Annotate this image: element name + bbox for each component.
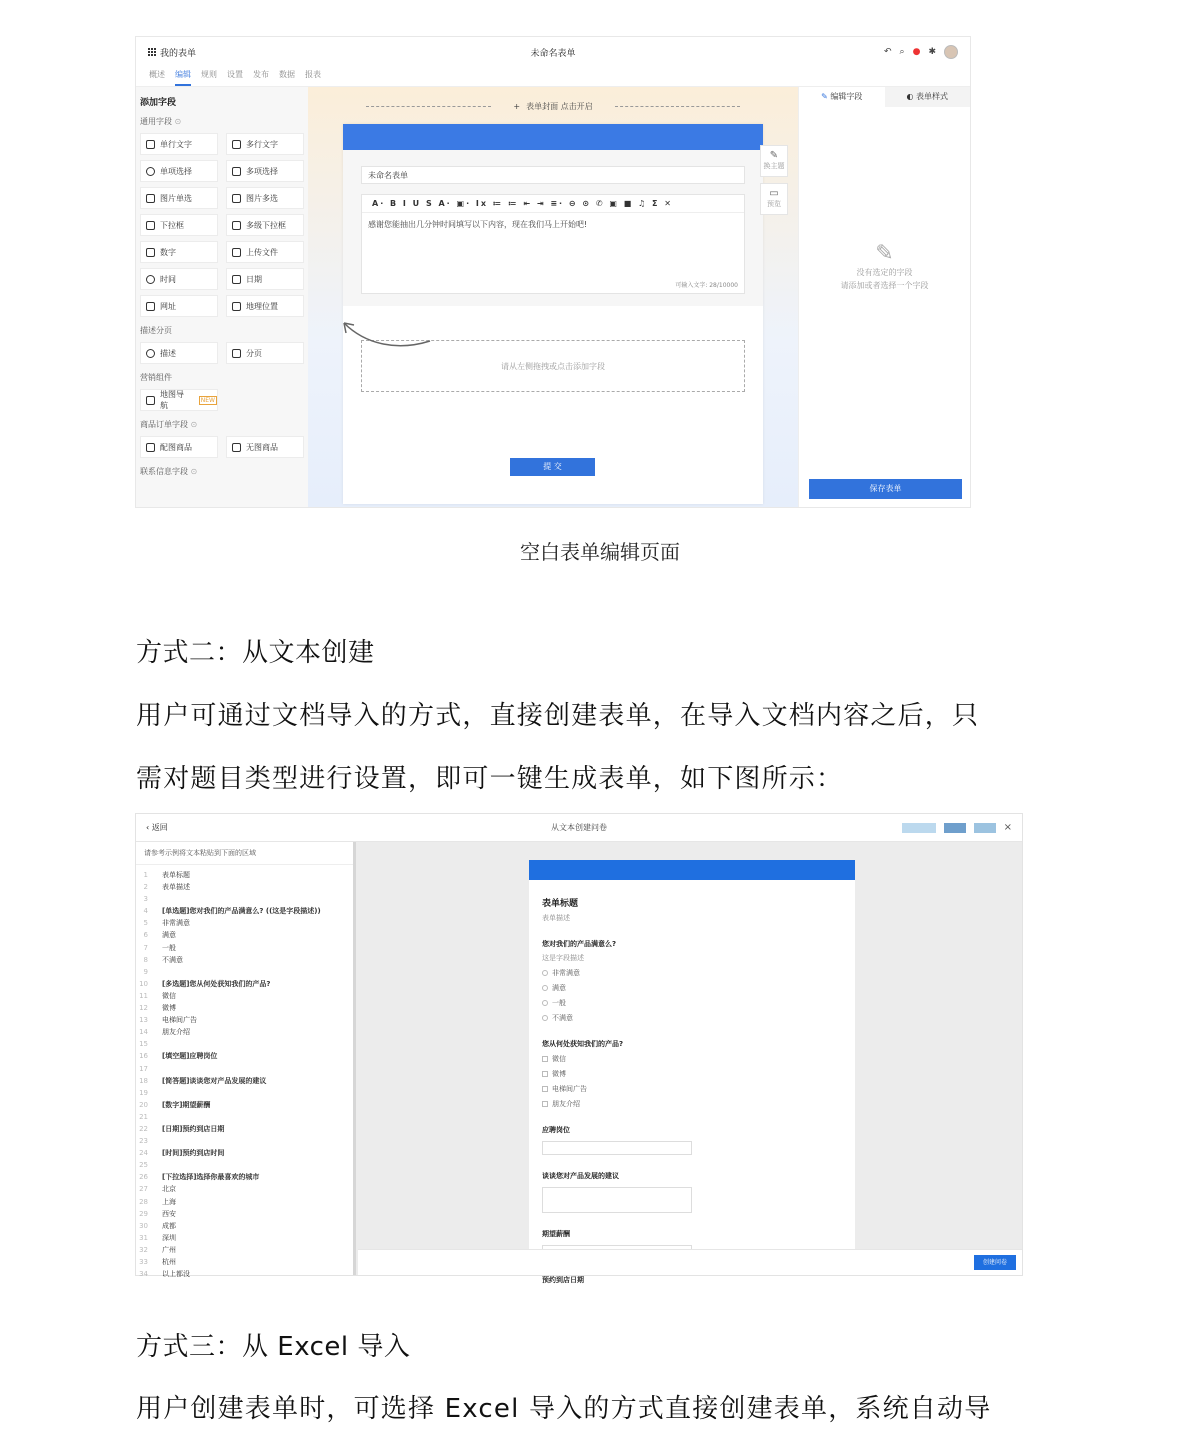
line-text: 微信 (162, 991, 176, 1000)
field-palette (136, 87, 308, 507)
field-product-with-image[interactable]: 配图商品 (140, 436, 218, 458)
field-single-choice[interactable]: 单项选择 (140, 160, 218, 182)
text-line[interactable] (136, 869, 353, 881)
radio-icon (542, 970, 548, 976)
preview-icon: ▭ (769, 188, 779, 199)
line-text: 表单标题 (162, 871, 190, 879)
line-number: 27 (139, 1185, 148, 1194)
change-theme-button[interactable]: ✎ 换主题 (760, 145, 788, 177)
preview-button[interactable]: ▭ 预览 (760, 183, 788, 215)
tab-data[interactable]: 数据 (279, 70, 295, 79)
line-text: 满意 (162, 931, 176, 940)
grid-menu-icon (148, 48, 156, 56)
section-common-fields: 通用字段 ⊙ (140, 117, 182, 126)
line-number: 31 (139, 1233, 148, 1242)
field-url[interactable]: 网址 (140, 295, 218, 317)
line-text (152, 1087, 162, 1099)
app-name: 我的表单 (160, 48, 197, 59)
field-multi-choice[interactable]: 多项选择 (226, 160, 304, 182)
tab-edit[interactable]: 编辑 (175, 67, 191, 86)
field-date[interactable]: 日期 (226, 268, 304, 290)
text-line[interactable] (136, 1135, 353, 1147)
line-text (152, 1063, 162, 1075)
checkbox-icon (542, 1086, 548, 1092)
line-text: [日期]预约到店日期 (162, 1124, 225, 1133)
checkbox-option[interactable]: 微信 (542, 1054, 842, 1064)
dialog-title: 从文本创建问卷 (551, 823, 607, 832)
text-line[interactable] (136, 1123, 353, 1135)
line-text: [单选题]您对我们的产品满意么? ((这是字段描述)) (162, 907, 321, 916)
info-icon (146, 349, 155, 358)
line-text: 西安 (162, 1209, 176, 1218)
description-editor[interactable] (361, 194, 745, 294)
radio-icon (542, 1000, 548, 1006)
number-icon (146, 248, 155, 257)
form-canvas (308, 87, 798, 507)
text-line[interactable] (136, 1002, 353, 1014)
dialog-footer (358, 1249, 1022, 1275)
line-number: 30 (139, 1221, 148, 1230)
section-desc-paging: 描述分页 (140, 326, 172, 335)
text-line[interactable] (136, 1244, 353, 1256)
checkbox-option[interactable]: 微博 (542, 1069, 842, 1079)
line-text: [时间]预约到店时间 (162, 1149, 225, 1158)
radio-option[interactable]: 一般 (542, 998, 842, 1008)
preview-q3: 应聘岗位 (542, 1126, 570, 1134)
line-text: 杭州 (162, 1258, 176, 1266)
field-description[interactable]: 描述 (140, 342, 218, 364)
section-marketing: 营销组件 (140, 373, 172, 382)
create-from-text-screenshot (135, 813, 1023, 1284)
line-number: 26 (139, 1173, 148, 1182)
text-line[interactable] (136, 1208, 353, 1220)
line-text: [简答题]谈谈您对产品发展的建议 (162, 1076, 267, 1085)
line-number: 21 (139, 1112, 148, 1121)
text-line[interactable] (136, 990, 353, 1002)
line-number: 28 (139, 1197, 148, 1206)
editor-topbar (136, 37, 970, 67)
line-number: 32 (139, 1245, 148, 1254)
preview-title: 表单标题 (542, 899, 579, 909)
text-line[interactable] (136, 1159, 353, 1171)
radio-option[interactable]: 满意 (542, 983, 842, 993)
checkbox-icon (232, 167, 241, 176)
radio-icon (146, 167, 155, 176)
line-text (152, 1135, 162, 1147)
text-line[interactable] (136, 1268, 353, 1280)
text-line[interactable] (136, 1183, 353, 1195)
text-line[interactable] (136, 1038, 353, 1050)
line-number: 5 (143, 919, 148, 928)
paragraph-2-line-2: 需对题目类型进行设置，即可一键生成表单，如下图所示： (136, 764, 844, 794)
text-line[interactable] (136, 917, 353, 929)
field-map-navigation[interactable]: 地图导航 NEW (140, 389, 218, 411)
line-number: 34 (139, 1270, 148, 1279)
preview-q5: 期望薪酬 (542, 1230, 570, 1238)
field-image-single[interactable]: 图片单选 (140, 187, 218, 209)
field-image-multi[interactable]: 图片多选 (226, 187, 304, 209)
line-number: 22 (139, 1124, 148, 1133)
section-contact-info: 联系信息字段 ⊙ (140, 467, 198, 476)
line-number: 14 (139, 1028, 148, 1037)
line-number: 4 (143, 907, 148, 916)
text-line[interactable] (136, 1220, 353, 1232)
line-number: 7 (143, 943, 148, 952)
field-location[interactable]: 地理位置 (226, 295, 304, 317)
swatch-3[interactable] (974, 823, 996, 833)
line-number: 1 (143, 871, 148, 879)
cart-icon (232, 443, 241, 452)
text-line[interactable] (136, 1171, 353, 1183)
text-line[interactable] (136, 893, 353, 905)
image-radio-icon (146, 194, 155, 203)
tab-settings[interactable]: 设置 (227, 70, 243, 79)
submit-button[interactable]: 提 交 (510, 458, 595, 476)
editor-tabs (136, 67, 970, 87)
checkbox-option[interactable]: 电梯间广告 (542, 1084, 842, 1094)
text-icon (146, 140, 155, 149)
paragraph-3-line-1: 用户创建表单时，可选择 Excel 导入的方式直接创建表单，系统自动导 (136, 1394, 992, 1424)
close-icon[interactable]: × (1003, 822, 1012, 833)
field-single-line-text[interactable]: 单行文字 (140, 133, 218, 155)
line-text (152, 1111, 162, 1123)
location-icon (232, 302, 241, 311)
line-number: 33 (139, 1258, 148, 1266)
empty-state: ✎ 没有选定的字段 请添加或者选择一个字段 (799, 247, 970, 292)
field-multi-line-text[interactable]: 多行文字 (226, 133, 304, 155)
line-number: 13 (139, 1016, 148, 1025)
link-icon (146, 302, 155, 311)
line-number: 16 (139, 1052, 148, 1061)
text-line[interactable] (136, 1050, 353, 1062)
line-text: 上海 (162, 1197, 176, 1206)
text-line[interactable] (136, 1099, 353, 1111)
line-number: 17 (139, 1064, 148, 1073)
swatch-1[interactable] (902, 823, 936, 833)
radio-option[interactable]: 非常满意 (542, 968, 842, 978)
form-title: 未命名表单 (530, 48, 576, 59)
undo-icon[interactable]: ↶ (884, 47, 892, 57)
radio-icon (542, 985, 548, 991)
image-check-icon (232, 194, 241, 203)
line-number: 25 (139, 1161, 148, 1170)
my-forms-menu[interactable] (148, 46, 196, 59)
section-heading-2: 方式二：从文本创建 (136, 638, 375, 668)
text-lines[interactable] (136, 865, 353, 1280)
line-text: 北京 (162, 1185, 176, 1194)
drag-hint-arrow-icon (338, 315, 438, 363)
line-text (152, 1159, 162, 1171)
text-line[interactable] (136, 966, 353, 978)
chevron-left-icon: ‹ (146, 823, 150, 832)
save-form-button[interactable]: 保存表单 (809, 479, 962, 499)
section-heading-3: 方式三：从 Excel 导入 (136, 1332, 411, 1362)
plus-icon: + (513, 101, 521, 111)
form-preview (529, 860, 855, 1284)
text-line[interactable] (136, 1087, 353, 1099)
tab-overview[interactable]: 概述 (149, 70, 165, 79)
radio-icon (542, 1015, 548, 1021)
line-number: 20 (139, 1100, 148, 1109)
line-text: 微博 (162, 1004, 176, 1013)
preview-q1-desc: 这是字段描述 (542, 954, 584, 962)
line-text: [填空题]应聘岗位 (162, 1052, 218, 1061)
position-input[interactable] (542, 1141, 692, 1155)
field-page-break[interactable]: 分页 (226, 342, 304, 364)
tab-form-style[interactable]: ◐ 表单样式 (906, 92, 949, 101)
preview-q1: 您对我们的产品满意么? (542, 940, 617, 948)
tab-edit-field[interactable]: ✎ 编辑字段 (799, 87, 885, 107)
line-number: 18 (139, 1076, 148, 1085)
line-text: 成都 (162, 1221, 176, 1230)
field-cascade-dropdown[interactable]: 多级下拉框 (226, 214, 304, 236)
line-text: [多选题]您从何处获知我们的产品? (162, 979, 271, 988)
line-number: 12 (139, 1004, 148, 1013)
text-line[interactable] (136, 881, 353, 893)
line-text (152, 1038, 162, 1050)
theme-icon: ✎ (769, 150, 779, 161)
cascade-icon (232, 221, 241, 230)
page-icon (232, 349, 241, 358)
avatar[interactable] (944, 45, 958, 59)
checkbox-option[interactable]: 朋友介绍 (542, 1099, 842, 1109)
text-line[interactable] (136, 1075, 353, 1087)
text-line[interactable] (136, 1014, 353, 1026)
field-product-no-image[interactable]: 无图商品 (226, 436, 304, 458)
preview-q2: 您从何处获知我们的产品? (542, 1040, 624, 1048)
checkbox-icon (542, 1071, 548, 1077)
line-text: 朋友介绍 (162, 1028, 190, 1037)
create-survey-button[interactable]: 创建问卷 (974, 1255, 1016, 1270)
upload-icon (232, 248, 241, 257)
char-count: 可输入文字: 28/10000 (675, 282, 738, 289)
field-dropzone[interactable]: 请从左侧拖拽或点击添加字段 (361, 340, 745, 392)
preview-q4: 谈谈您对产品发展的建议 (542, 1172, 619, 1180)
line-text: 表单描述 (162, 883, 190, 892)
tab-reports[interactable]: 报表 (305, 70, 321, 79)
description-text[interactable]: 感谢您能抽出几分钟时间填写以下内容，现在我们马上开始吧! (368, 220, 588, 229)
text-line[interactable] (136, 1063, 353, 1075)
text-line[interactable] (136, 978, 353, 990)
map-icon (146, 396, 155, 405)
calendar-icon (232, 275, 241, 284)
text-input-pane[interactable] (136, 842, 356, 1279)
new-badge: NEW (200, 396, 215, 404)
preview-banner (529, 860, 855, 880)
line-text: 以上都没 (162, 1270, 190, 1279)
checkbox-icon (542, 1101, 548, 1107)
preview-q6: 预约到店日期 (542, 1276, 584, 1284)
text-line[interactable] (136, 929, 353, 941)
line-text: 不满意 (162, 955, 183, 964)
text-line[interactable] (136, 1026, 353, 1038)
paste-hint: 请参考示例将文本粘贴到下面的区域 (136, 842, 353, 865)
notification-icon[interactable]: ● (912, 47, 921, 57)
line-number: 19 (139, 1088, 148, 1097)
text-line[interactable] (136, 942, 353, 954)
text-line[interactable] (136, 1196, 353, 1208)
line-number: 29 (139, 1209, 148, 1218)
text-line[interactable] (136, 1111, 353, 1123)
tab-rules[interactable]: 规则 (201, 70, 217, 79)
back-button[interactable]: ‹ 返回 (146, 823, 168, 832)
line-text: 广州 (162, 1245, 176, 1254)
line-text: 非常满意 (162, 919, 190, 928)
line-number: 24 (139, 1149, 148, 1158)
form-title-input[interactable]: 未命名表单 (361, 166, 745, 184)
product-image-icon (146, 443, 155, 452)
edit-icon: ✎ (875, 241, 894, 266)
form-card (343, 124, 763, 504)
dropdown-icon (146, 221, 155, 230)
suggestion-textarea[interactable] (542, 1187, 692, 1213)
form-banner (343, 124, 763, 150)
dialog-topbar (136, 814, 1022, 842)
checkbox-icon (542, 1056, 548, 1062)
text-line[interactable] (136, 1256, 353, 1268)
form-editor-screenshot (135, 36, 971, 508)
line-number: 3 (143, 895, 148, 904)
line-number: 15 (139, 1040, 148, 1049)
section-product-order: 商品订单字段 ⊙ (140, 420, 198, 429)
line-text: 电梯间广告 (162, 1016, 197, 1025)
figure-caption: 空白表单编辑页面 (520, 540, 680, 564)
field-upload-file[interactable]: 上传文件 (226, 241, 304, 263)
search-icon[interactable]: ⌕ (899, 47, 905, 57)
line-number: 6 (143, 931, 148, 940)
tab-publish[interactable]: 发布 (253, 70, 269, 79)
line-number: 2 (143, 883, 148, 892)
preview-desc: 表单描述 (542, 914, 570, 922)
line-number: 10 (139, 979, 148, 988)
radio-option[interactable]: 不满意 (542, 1013, 842, 1023)
palette-title: 添加字段 (140, 98, 177, 108)
line-number: 11 (139, 991, 148, 1000)
text-line[interactable] (136, 1232, 353, 1244)
line-text (152, 893, 162, 905)
line-number: 9 (143, 967, 148, 976)
paragraph-icon (232, 140, 241, 149)
text-line[interactable] (136, 954, 353, 966)
line-text: 深圳 (162, 1233, 176, 1242)
properties-panel (798, 87, 970, 507)
line-text (152, 966, 162, 978)
rich-text-toolbar[interactable]: A· B I U S A· ▣· Ix ≔ ≔ ⇤ ⇥ ≡· ⊖ ⊙ ✆ ▣ ■ ♫ Σ ✕ (362, 195, 744, 213)
line-text: [数字]期望薪酬 (162, 1100, 211, 1109)
tools-icon[interactable]: ✱ (928, 47, 936, 57)
field-time[interactable]: 时间 (140, 268, 218, 290)
line-number: 8 (143, 955, 148, 964)
text-line[interactable] (136, 1147, 353, 1159)
field-dropdown[interactable]: 下拉框 (140, 214, 218, 236)
text-line[interactable] (136, 905, 353, 917)
line-number: 23 (139, 1137, 148, 1146)
clock-icon (146, 275, 155, 284)
paragraph-2-line-1: 用户可通过文档导入的方式，直接创建表单，在导入文档内容之后，只 (136, 701, 980, 731)
field-number[interactable]: 数字 (140, 241, 218, 263)
line-text: [下拉选择]选择你最喜欢的城市 (162, 1173, 260, 1182)
cover-toggle[interactable]: + 表单封面 点击开启 (344, 99, 762, 113)
line-text: 一般 (162, 943, 176, 952)
swatch-2[interactable] (944, 823, 966, 833)
